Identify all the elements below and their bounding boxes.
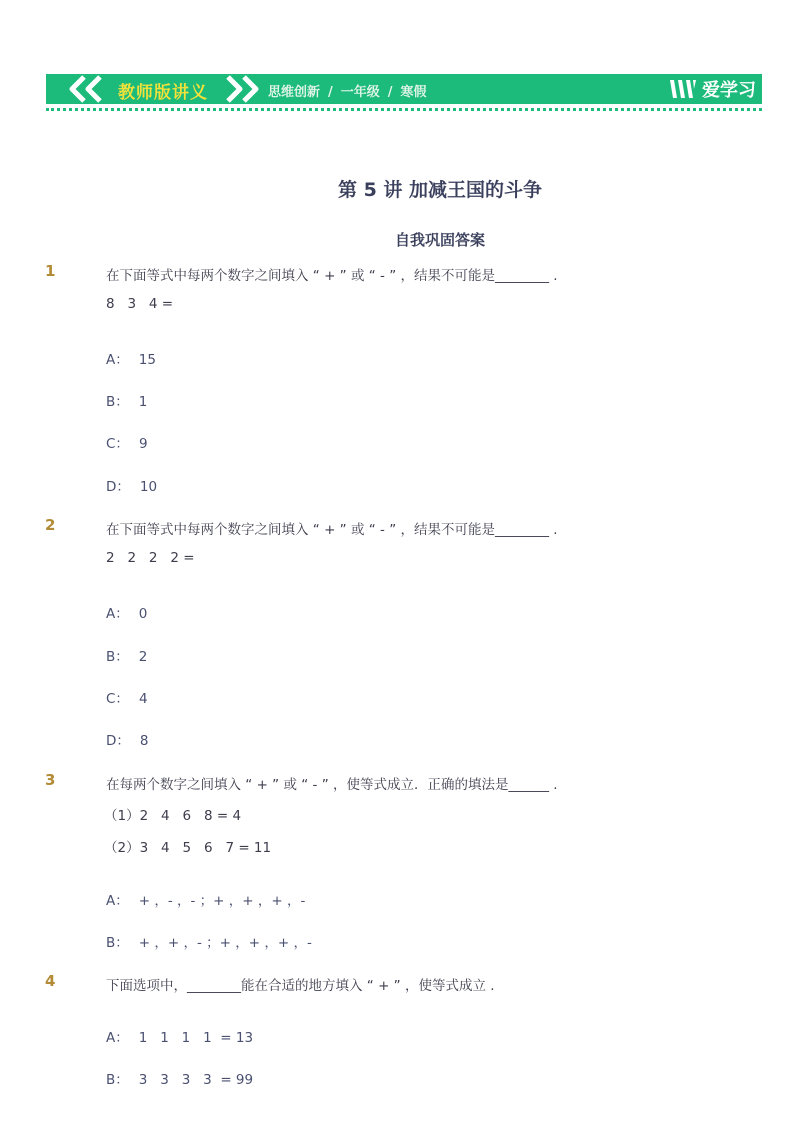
breadcrumb-separator: / bbox=[387, 85, 393, 100]
option-text: + ，- ，- ；+ ，+ ，+ ，- bbox=[138, 893, 306, 909]
question-expression: 8 3 4 = bbox=[106, 296, 174, 312]
brand-name: 爱学习 bbox=[702, 80, 756, 101]
option-key: A： bbox=[106, 352, 129, 368]
logo-mark-icon bbox=[668, 77, 698, 101]
question-sub-item: （2）3 4 5 6 7 = 11 bbox=[104, 840, 272, 856]
question-stem: 下面选项中，________能在合适的地方填入 “ + ” ，使等式成立 . bbox=[106, 978, 495, 994]
option-key: B： bbox=[106, 1072, 129, 1088]
question-number: 1 bbox=[45, 262, 56, 280]
question-number: 3 bbox=[45, 771, 56, 789]
double-chevron-right-icon bbox=[222, 74, 262, 104]
option-b bbox=[106, 1068, 253, 1088]
option-key: B： bbox=[106, 394, 129, 410]
question-stem: 在每两个数字之间填入 “ + ” 或 “ - ” ，使等式成立．正确的填法是______ . bbox=[106, 777, 558, 793]
lesson-title: 第 5 讲 加减王国的斗争 bbox=[337, 179, 543, 201]
option-key: A： bbox=[106, 893, 129, 909]
header-banner bbox=[46, 74, 762, 104]
header-divider bbox=[46, 108, 762, 111]
option-key: C： bbox=[106, 436, 129, 452]
breadcrumb-term: 寒假 bbox=[400, 85, 427, 100]
double-chevron-left-icon bbox=[46, 74, 112, 104]
option-text: 10 bbox=[139, 479, 158, 495]
option-key: B： bbox=[106, 649, 129, 665]
option-text: 9 bbox=[138, 436, 148, 452]
banner-title: 教师版讲义 bbox=[118, 83, 208, 103]
option-c bbox=[106, 687, 148, 707]
option-b bbox=[106, 645, 147, 665]
option-key: A： bbox=[106, 1030, 129, 1046]
option-key: C： bbox=[106, 691, 129, 707]
question-number: 2 bbox=[45, 516, 56, 534]
option-text: 4 bbox=[138, 691, 148, 707]
option-d bbox=[106, 729, 149, 749]
question-stem: 在下面等式中每两个数字之间填入 “ + ” 或 “ - ” ，结果不可能是________ . bbox=[106, 522, 558, 538]
question-number: 4 bbox=[45, 972, 56, 990]
breadcrumb-subject: 思维创新 bbox=[268, 85, 321, 100]
option-key: D： bbox=[106, 733, 130, 749]
question-stem: 在下面等式中每两个数字之间填入 “ + ” 或 “ - ” ，结果不可能是________ . bbox=[106, 268, 558, 284]
breadcrumb-separator: / bbox=[328, 85, 333, 100]
option-d bbox=[106, 475, 157, 495]
option-text: 3 3 3 3 = 99 bbox=[138, 1072, 254, 1088]
question-sub-item: （1）2 4 6 8 = 4 bbox=[104, 808, 242, 824]
option-a bbox=[106, 1026, 253, 1046]
option-a bbox=[106, 602, 147, 622]
option-a bbox=[106, 348, 156, 368]
brand-logo bbox=[668, 76, 756, 102]
option-text: 1 bbox=[138, 394, 148, 410]
option-key: D： bbox=[106, 479, 130, 495]
breadcrumb-grade: 一年级 bbox=[340, 85, 380, 100]
option-b bbox=[106, 931, 312, 951]
question-expression: 2 2 2 2 = bbox=[106, 550, 195, 566]
option-text: 8 bbox=[139, 733, 149, 749]
option-text: + ，+ ，- ；+ ，+ ，+ ，- bbox=[138, 935, 312, 951]
option-text: 0 bbox=[138, 606, 148, 622]
option-b bbox=[106, 390, 147, 410]
option-c bbox=[106, 432, 148, 452]
option-text: 2 bbox=[138, 649, 148, 665]
breadcrumb bbox=[268, 81, 427, 100]
section-title: 自我巩固答案 bbox=[394, 231, 485, 249]
option-key: B： bbox=[106, 935, 129, 951]
option-text: 15 bbox=[138, 352, 156, 368]
option-text: 1 1 1 1 = 13 bbox=[138, 1030, 254, 1046]
option-key: A： bbox=[106, 606, 129, 622]
option-a bbox=[106, 889, 305, 909]
